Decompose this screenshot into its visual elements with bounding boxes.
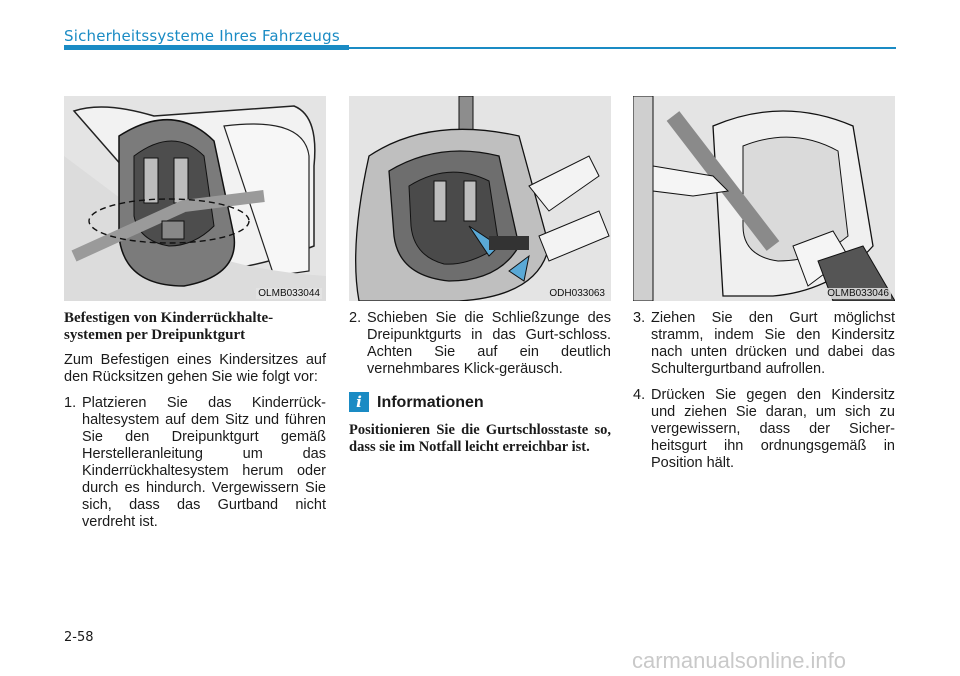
step-text: Schieben Sie die Schließzunge des Dreipunktgurts in das Gurt-schloss. Achten Sie auf ein deutlich vernehmbares Klick-geräusch. [367,310,611,377]
figure-belt-retract [633,96,895,301]
step-text: Platzieren Sie das Kinderrück-haltesystem auf dem Sitz und führen Sie den Dreipunktgurt gemäß Herstelleranleitung um das Kinderrückhaltesystem herum oder durch es hindurch. Vergewissern Sie sich, dass das Gurtband nicht verdreht ist. [82,395,326,530]
step-text: Ziehen Sie den Gurt möglichst stramm, indem Sie den Kindersitz nach unten drücken und dabei das Schultergurtband aufrollen. [651,310,895,377]
figure-child-seat [64,96,326,301]
buckle-insertion-illustration [349,96,611,301]
header-rule-accent [64,45,349,50]
section-heading: Befestigen von Kinderrückhalte-systemen per Dreipunktgurt [64,310,274,343]
page-number: 2-58 [64,630,94,645]
column-1 [64,310,326,540]
section-header-title: Sicherheitssysteme Ihres Fahrzeugs [64,27,340,45]
step-3 [633,310,895,378]
belt-retract-illustration [633,96,895,301]
info-text: Positionieren Sie die Gurtschlosstaste so, dass sie im Notfall leicht erreichbar ist. [349,422,611,455]
step-number: 1. [64,395,77,411]
step-4 [633,387,895,472]
step-1 [64,395,326,531]
figure-code: ODH033063 [549,288,605,299]
column-2 [349,310,611,456]
column-3 [633,310,895,481]
info-title: Informationen [377,393,484,411]
step-2 [349,310,611,378]
info-header [349,392,611,412]
figure-buckle [349,96,611,301]
child-seat-illustration [64,96,326,301]
intro-paragraph: Zum Befestigen eines Kindersitzes auf den Rücksitzen gehen Sie wie folgt vor: [64,352,326,385]
watermark: carmanualsonline.info [632,648,847,673]
step-number: 2. [349,310,362,326]
step-number: 4. [633,387,646,403]
figure-code: OLMB033044 [258,288,320,299]
step-number: 3. [633,310,646,326]
step-text: Drücken Sie gegen den Kindersitz und ziehen Sie daran, um sich zu vergewissern, dass der Sicher-heitsgurt ihn ordnungsgemäß in Position hält. [651,387,895,471]
info-icon: i [349,392,369,412]
figure-code: OLMB033046 [827,288,889,299]
